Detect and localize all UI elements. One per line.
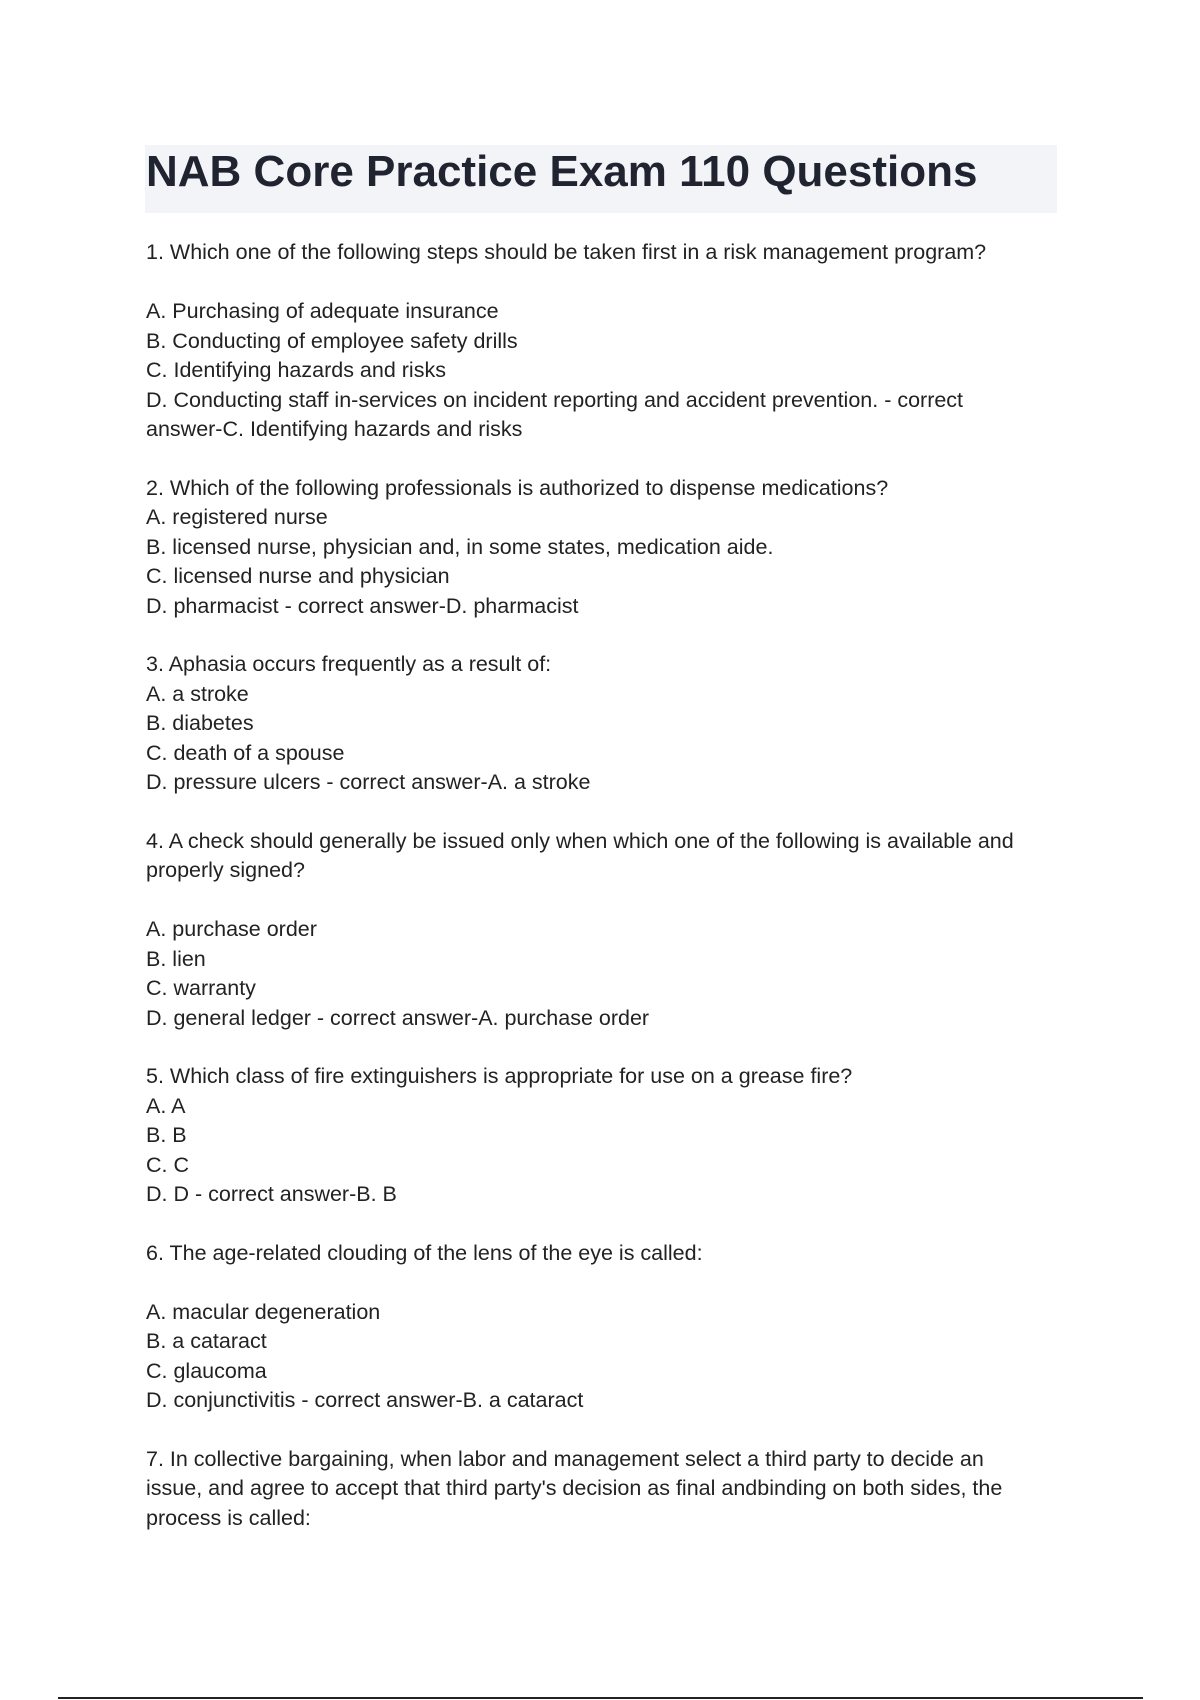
question-3-option-a: A. a stroke bbox=[146, 681, 249, 706]
question-3 bbox=[146, 650, 1046, 798]
question-6-option-a: A. macular degeneration bbox=[146, 1299, 381, 1324]
question-4-option-c: C. warranty bbox=[146, 976, 256, 1000]
spacer bbox=[146, 886, 1046, 916]
question-7-stem-cont: issue, and agree to accept that third party's decision as final andbinding on both sides, the bbox=[146, 1476, 1003, 1500]
question-3-option-d: D. pressure ulcers - correct answer-A. a stroke bbox=[146, 770, 591, 794]
question-6-option-d: D. conjunctivitis - correct answer-B. a cataract bbox=[146, 1388, 584, 1412]
question-5 bbox=[146, 1062, 1046, 1210]
question-list bbox=[146, 238, 1046, 1562]
question-3-stem: 3. Aphasia occurs frequently as a result of: bbox=[146, 652, 552, 676]
question-4-stem-cont: properly signed? bbox=[146, 858, 305, 882]
footer-divider bbox=[58, 1697, 1143, 1699]
question-5-stem: 5. Which class of fire extinguishers is appropriate for use on a grease fire? bbox=[146, 1064, 853, 1088]
spacer bbox=[146, 1268, 1046, 1298]
question-1 bbox=[146, 238, 1046, 445]
question-5-option-d: D. D - correct answer-B. B bbox=[146, 1182, 397, 1206]
question-6-option-b: B. a cataract bbox=[146, 1329, 267, 1353]
question-1-option-b: B. Conducting of employee safety drills bbox=[146, 328, 518, 353]
question-2-option-c: C. licensed nurse and physician bbox=[146, 564, 450, 588]
question-7-stem: 7. In collective bargaining, when labor and management select a third party to decide an bbox=[146, 1446, 984, 1471]
question-6-option-c: C. glaucoma bbox=[146, 1358, 267, 1383]
question-1-stem: 1. Which one of the following steps should be taken first in a risk management program? bbox=[146, 240, 987, 264]
question-2-option-b: B. licensed nurse, physician and, in some states, medication aide. bbox=[146, 534, 774, 559]
question-2 bbox=[146, 474, 1046, 622]
page-title: NAB Core Practice Exam 110 Questions bbox=[146, 147, 978, 196]
question-7-stem-end: process is called: bbox=[146, 1505, 311, 1530]
question-5-option-c: C. C bbox=[146, 1152, 189, 1177]
question-5-option-b: B. B bbox=[146, 1123, 187, 1147]
spacer bbox=[146, 268, 1046, 298]
question-4 bbox=[146, 827, 1046, 1034]
question-2-option-a: A. registered nurse bbox=[146, 505, 328, 529]
question-3-option-b: B. diabetes bbox=[146, 711, 254, 735]
question-4-stem: 4. A check should generally be issued only when which one of the following is available and bbox=[146, 828, 1014, 853]
question-3-option-c: C. death of a spouse bbox=[146, 740, 345, 765]
question-6-stem: 6. The age-related clouding of the lens of the eye is called: bbox=[146, 1240, 703, 1265]
question-6 bbox=[146, 1239, 1046, 1416]
question-1-option-d: D. Conducting staff in-services on incident reporting and accident prevention. - correct bbox=[146, 387, 964, 412]
question-5-option-a: A. A bbox=[146, 1093, 186, 1118]
question-2-stem: 2. Which of the following professionals is authorized to dispense medications? bbox=[146, 475, 889, 500]
question-7 bbox=[146, 1445, 1046, 1534]
question-4-option-a: A. purchase order bbox=[146, 917, 317, 941]
question-1-answer: answer-C. Identifying hazards and risks bbox=[146, 417, 523, 441]
question-2-option-d: D. pharmacist - correct answer-D. pharmacist bbox=[146, 593, 579, 618]
question-1-option-c: C. Identifying hazards and risks bbox=[146, 358, 446, 382]
question-4-option-b: B. lien bbox=[146, 946, 206, 971]
question-1-option-a: A. Purchasing of adequate insurance bbox=[146, 299, 499, 323]
question-4-option-d: D. general ledger - correct answer-A. purchase order bbox=[146, 1005, 650, 1030]
